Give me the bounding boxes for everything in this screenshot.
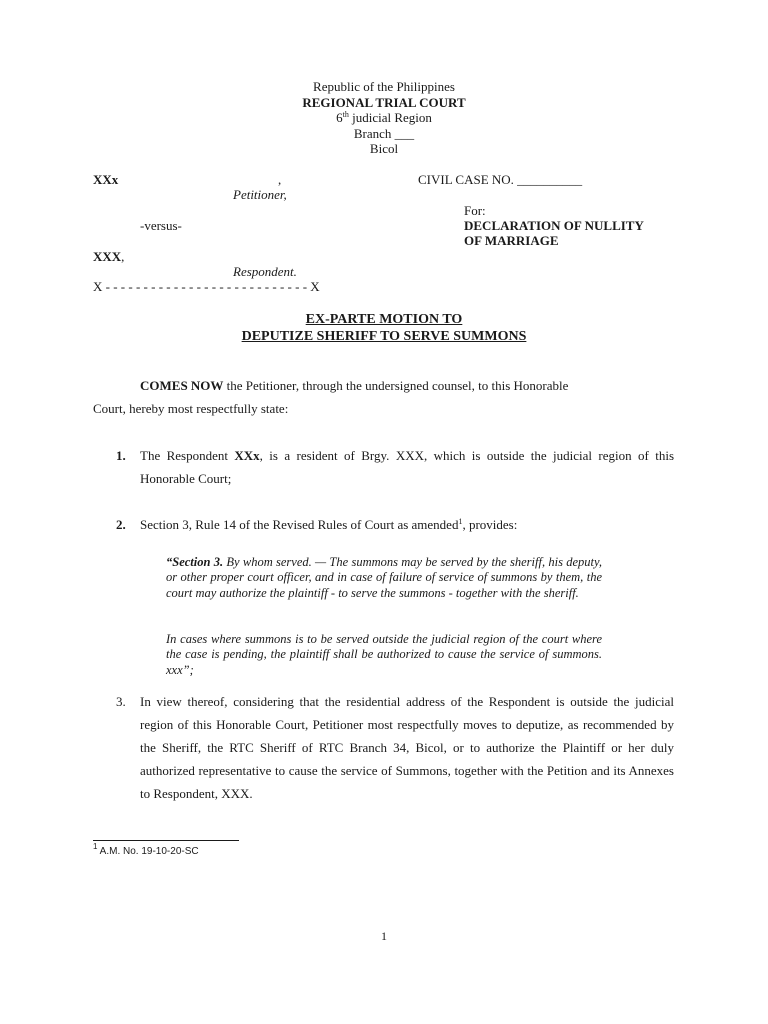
intro-line2: Court, hereby most respectfully state: — [93, 401, 289, 416]
caption-separator: X - - - - - - - - - - - - - - - - - - - - - - - - - - - X — [93, 279, 320, 294]
quote-paragraph-2: In cases where summons is to be served outside the judicial region of the court where the case is pending, the plaintiff shall be authorized to cause the service of summons. xxx”; — [166, 632, 602, 677]
item-2-number: 2. — [116, 517, 126, 532]
for-label: For: — [464, 203, 486, 218]
item-3-number: 3. — [116, 694, 126, 709]
item-1-number: 1. — [116, 448, 126, 463]
item-1-text: The Respondent XXx, is a resident of Brgy. XXX, which is outside the judicial region of this Honorable Court; — [140, 448, 674, 486]
page-number: 1 — [381, 929, 387, 943]
header-region: 6th judicial Region — [336, 110, 432, 125]
respondent-name-line: XXX, — [93, 249, 125, 264]
petitioner-name: XXx — [93, 172, 119, 187]
header-branch: Branch ___ — [353, 126, 415, 141]
versus-label: -versus- — [140, 218, 182, 233]
case-nature-line2: OF MARRIAGE — [464, 233, 559, 248]
header-place: Bicol — [369, 141, 399, 156]
motion-title-line2: DEPUTIZE SHERIFF TO SERVE SUMMONS — [241, 329, 527, 344]
petitioner-comma: , — [278, 172, 282, 187]
civil-case-number: CIVIL CASE NO. __________ — [418, 172, 583, 187]
quote-paragraph-1: “Section 3. By whom served. — The summons may be served by the sheriff, his deputy, or other proper court officer, and in case of failure of service of summons by them, the court may authorize the plaintiff - to serve the summons - together with the sheriff. — [166, 555, 602, 600]
footnote-rule — [93, 840, 239, 841]
intro-line1: COMES NOW the Petitioner, through the undersigned counsel, to this Honorable — [140, 378, 569, 393]
respondent-label: Respondent. — [233, 264, 297, 279]
header-republic: Republic of the Philippines — [313, 79, 455, 94]
item-2-text: Section 3, Rule 14 of the Revised Rules of Court as amended$^1$, provides: — [140, 517, 518, 532]
petitioner-label: Petitioner, — [233, 187, 287, 202]
item-3-text: In view thereof, considering that the residential address of the Respondent is outside the judicial region of this Honorable Court, Petitioner most respectfully moves to deputize, as recommended by the Sheriff, the RTC Sheriff of RTC Branch 34, Bicol, or to authorize the Plaintiff or her duly authorized representative to cause the service of Summons, together with the Petition and its Annexes to Respondent, XXX. — [140, 694, 674, 801]
case-nature-line1: DECLARATION OF NULLITY — [464, 218, 644, 233]
motion-title-line1: EX-PARTE MOTION TO — [305, 312, 463, 327]
footnote: $^1$ A.M. No. 19-10-20-SC — [93, 842, 199, 857]
header-court: REGIONAL TRIAL COURT — [302, 95, 466, 110]
